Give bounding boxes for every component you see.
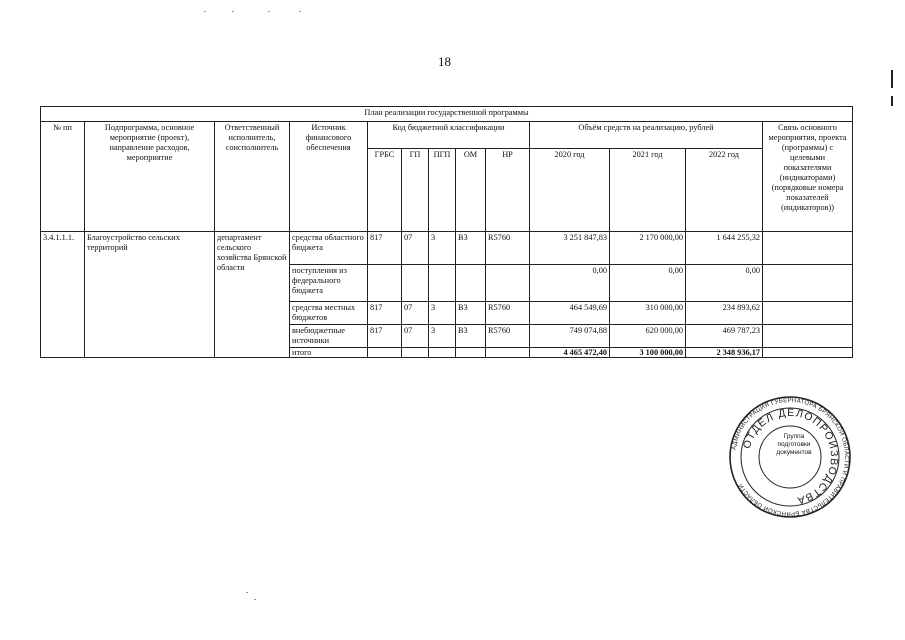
row-number: 3.4.1.1.1. bbox=[41, 232, 85, 358]
header-pgp: ПГП bbox=[429, 149, 456, 232]
gp-cell: 07 bbox=[402, 302, 429, 325]
amount-2020-cell: 749 074,88 bbox=[530, 325, 610, 348]
amount-2020-cell: 464 549,69 bbox=[530, 302, 610, 325]
header-grbs: ГРБС bbox=[368, 149, 402, 232]
source-cell: внебюджетные источники bbox=[290, 325, 368, 348]
scan-edge-mark bbox=[891, 70, 893, 88]
total-2022-cell: 2 348 936,17 bbox=[686, 348, 763, 358]
grbs-cell: 817 bbox=[368, 302, 402, 325]
pgp-cell bbox=[429, 348, 456, 358]
grbs-cell: 817 bbox=[368, 325, 402, 348]
amount-2021-cell: 0,00 bbox=[610, 265, 686, 302]
header-2020: 2020 год bbox=[530, 149, 610, 232]
gp-cell: 07 bbox=[402, 325, 429, 348]
om-cell: В3 bbox=[456, 325, 486, 348]
stamp-inner-text: Группа подготовки документов bbox=[776, 433, 812, 456]
header-source: Источник финансового обеспечения bbox=[290, 122, 368, 232]
header-2022: 2022 год bbox=[686, 149, 763, 232]
header-volume: Объём средств на реализацию, рублей bbox=[530, 122, 763, 149]
om-cell: В3 bbox=[456, 232, 486, 265]
scan-speck bbox=[268, 11, 270, 12]
page-number: 18 bbox=[438, 54, 451, 69]
activity-name: Благоустройство сельских территорий bbox=[85, 232, 215, 358]
grbs-cell bbox=[368, 265, 402, 302]
nr-cell bbox=[486, 265, 530, 302]
grbs-cell bbox=[368, 348, 402, 358]
nr-cell: R5760 bbox=[486, 302, 530, 325]
gp-cell: 07 bbox=[402, 232, 429, 265]
responsible-executor: департамент сельского хозяйства Брянской области bbox=[215, 232, 290, 358]
amount-2022-cell: 1 644 255,32 bbox=[686, 232, 763, 265]
link-cell bbox=[763, 325, 853, 348]
amount-2022-cell: 0,00 bbox=[686, 265, 763, 302]
scan-speck bbox=[246, 592, 248, 593]
gp-cell bbox=[402, 348, 429, 358]
amount-2022-cell: 469 787,23 bbox=[686, 325, 763, 348]
link-cell bbox=[763, 302, 853, 325]
total-2020-cell: 4 465 472,40 bbox=[530, 348, 610, 358]
amount-2020-cell: 3 251 847,83 bbox=[530, 232, 610, 265]
header-nr: НР bbox=[486, 149, 530, 232]
om-cell bbox=[456, 265, 486, 302]
total-2021-cell: 3 100 000,00 bbox=[610, 348, 686, 358]
amount-2021-cell: 620 000,00 bbox=[610, 325, 686, 348]
source-cell: поступления из федерального бюджета bbox=[290, 265, 368, 302]
source-cell: средства областного бюджета bbox=[290, 232, 368, 265]
grbs-cell: 817 bbox=[368, 232, 402, 265]
amount-2022-cell: 234 893,62 bbox=[686, 302, 763, 325]
amount-2020-cell: 0,00 bbox=[530, 265, 610, 302]
stamp-ring-text: ОТДЕЛ ДЕЛОПРОИЗВОДСТВА bbox=[740, 406, 841, 507]
header-kbk: Код бюджетной классификации bbox=[368, 122, 530, 149]
stamp-outer-text: АДМИНИСТРАЦИЯ ГУБЕРНАТОРА БРЯНСКОЙ ОБЛАСТИ И ПРАВИТЕЛЬСТВА БРЯНСКОЙ ОБЛАСТИ bbox=[731, 397, 850, 517]
nr-cell: R5760 bbox=[486, 232, 530, 265]
header-om: ОМ bbox=[456, 149, 486, 232]
amount-2021-cell: 310 000,00 bbox=[610, 302, 686, 325]
link-cell bbox=[763, 232, 853, 265]
pgp-cell bbox=[429, 265, 456, 302]
header-link: Связь основного мероприятия, проекта (программы) с целевыми показателями (индикаторами) (порядковые номера показателей (индикаторов)) bbox=[763, 122, 853, 232]
pgp-cell: 3 bbox=[429, 232, 456, 265]
amount-2021-cell: 2 170 000,00 bbox=[610, 232, 686, 265]
table-row bbox=[41, 232, 853, 265]
nr-cell: R5760 bbox=[486, 325, 530, 348]
link-cell bbox=[763, 265, 853, 302]
pgp-cell: 3 bbox=[429, 325, 456, 348]
stamp-seal-graphic bbox=[728, 395, 852, 519]
scan-speck bbox=[254, 599, 256, 600]
scan-speck bbox=[299, 11, 301, 12]
header-subprogram: Подпрограмма, основное мероприятие (проект), направление расходов, мероприятие bbox=[85, 122, 215, 232]
source-cell: средства местных бюджетов bbox=[290, 302, 368, 325]
scan-speck bbox=[232, 11, 234, 12]
header-responsible: Ответственный исполнитель, соисполнитель bbox=[215, 122, 290, 232]
program-plan-table bbox=[40, 106, 853, 358]
link-cell bbox=[763, 348, 853, 358]
source-cell: итого bbox=[290, 348, 368, 358]
table-title: План реализации государственной программы bbox=[41, 107, 853, 122]
nr-cell bbox=[486, 348, 530, 358]
gp-cell bbox=[402, 265, 429, 302]
header-gp: ГП bbox=[402, 149, 429, 232]
pgp-cell: 3 bbox=[429, 302, 456, 325]
scan-edge-mark bbox=[891, 96, 893, 106]
om-cell bbox=[456, 348, 486, 358]
scan-speck bbox=[204, 11, 206, 12]
office-stamp bbox=[728, 395, 852, 519]
header-num: № пп bbox=[41, 122, 85, 232]
header-2021: 2021 год bbox=[610, 149, 686, 232]
om-cell: В3 bbox=[456, 302, 486, 325]
